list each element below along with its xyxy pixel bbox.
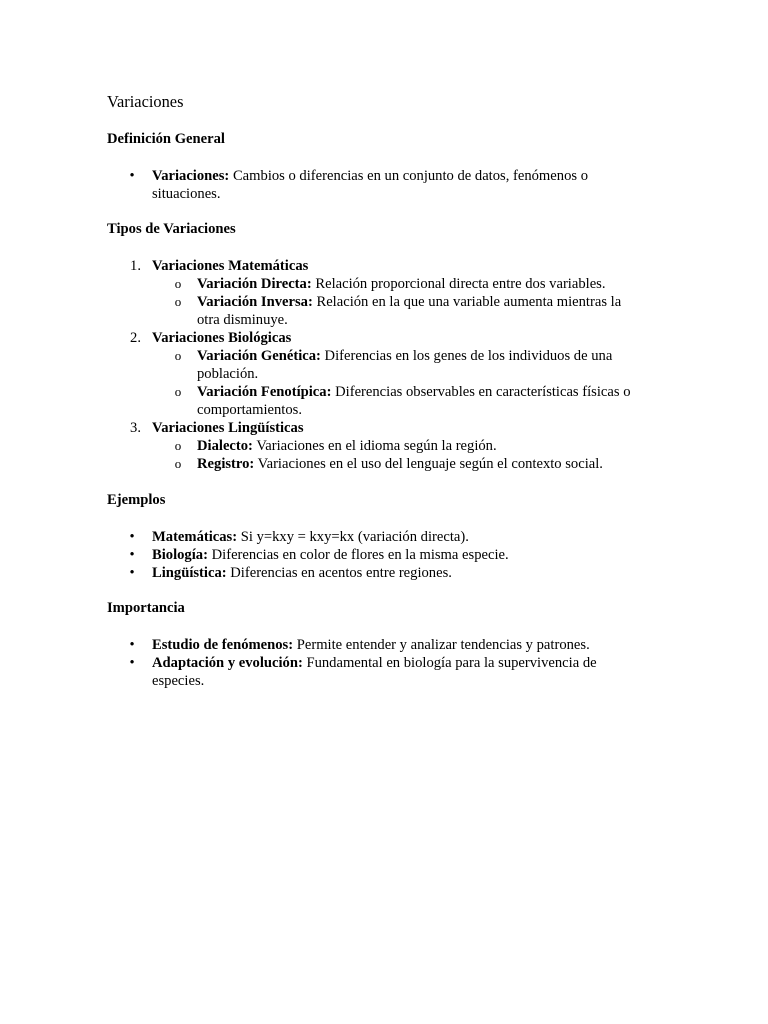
list-item-dialecto bbox=[197, 437, 497, 455]
item-term: Variación Genética: bbox=[197, 348, 321, 364]
item-term: Estudio de fenómenos: bbox=[152, 637, 294, 653]
sub-bullet-icon: o bbox=[174, 384, 182, 399]
item-text: Relación proporcional directa entre dos variables. bbox=[315, 276, 606, 292]
list-number: 1. bbox=[130, 258, 141, 274]
item-text: Relación en la que una variable aumenta mientras la bbox=[316, 294, 622, 310]
list-item-estudio-fenomenos bbox=[152, 636, 590, 654]
item-term: Variación Directa: bbox=[197, 276, 312, 292]
item-text-continuation: otra disminuye. bbox=[197, 312, 288, 328]
list-item-registro bbox=[197, 455, 603, 473]
sub-bullet-icon: o bbox=[174, 294, 182, 309]
section-heading-definicion: Definición General bbox=[107, 131, 225, 147]
item-text: Diferencias observables en características físicas o bbox=[335, 384, 631, 400]
item-term: Biología: bbox=[152, 547, 208, 563]
item-text-continuation: población. bbox=[197, 366, 259, 382]
item-term: Lingüística: bbox=[152, 565, 227, 581]
list-item-variacion-fenotipica bbox=[197, 383, 631, 401]
sub-bullet-icon: o bbox=[174, 348, 182, 363]
item-text: Variaciones en el idioma según la región. bbox=[256, 438, 497, 454]
list-number: 3. bbox=[130, 420, 141, 436]
bullet-icon: • bbox=[129, 565, 135, 581]
item-term: Variación Fenotípica: bbox=[197, 384, 332, 400]
item-term: Dialecto: bbox=[197, 438, 253, 454]
group-label-matematicas: Variaciones Matemáticas bbox=[152, 258, 309, 274]
section-heading-tipos: Tipos de Variaciones bbox=[107, 221, 236, 237]
bullet-icon: • bbox=[129, 655, 135, 671]
list-item-variacion-genetica bbox=[197, 347, 612, 365]
group-label-linguisticas: Variaciones Lingüísticas bbox=[152, 420, 304, 436]
sub-bullet-icon: o bbox=[174, 456, 182, 471]
section-heading-importancia: Importancia bbox=[107, 600, 185, 616]
document-title: Variaciones bbox=[107, 92, 184, 111]
item-text: Fundamental en biología para la supervivencia de bbox=[306, 655, 597, 671]
item-text: Permite entender y analizar tendencias y patrones. bbox=[296, 637, 590, 653]
list-item-variacion-inversa bbox=[197, 293, 621, 311]
bullet-icon: • bbox=[129, 637, 135, 653]
sub-bullet-icon: o bbox=[174, 438, 182, 453]
item-text: Cambios o diferencias en un conjunto de datos, fenómenos o bbox=[232, 168, 588, 184]
item-term: Adaptación y evolución: bbox=[152, 655, 303, 671]
list-item-ejemplo-matematicas bbox=[152, 528, 469, 546]
item-term: Registro: bbox=[197, 456, 255, 472]
group-label-biologicas: Variaciones Biológicas bbox=[152, 330, 292, 346]
item-text: Diferencias en los genes de los individuos de una bbox=[324, 348, 613, 364]
bullet-icon: • bbox=[129, 547, 135, 563]
sub-bullet-icon: o bbox=[174, 276, 182, 291]
item-text: Variaciones en el uso del lenguaje según el contexto social. bbox=[257, 456, 603, 472]
list-item-definicion bbox=[152, 167, 588, 185]
bullet-icon: • bbox=[129, 168, 135, 184]
item-text: Diferencias en acentos entre regiones. bbox=[230, 565, 452, 581]
item-text-continuation: situaciones. bbox=[152, 186, 221, 202]
list-item-variacion-directa bbox=[197, 275, 606, 293]
item-text-continuation: comportamientos. bbox=[197, 402, 302, 418]
list-item-ejemplo-linguistica bbox=[152, 564, 452, 582]
bullet-icon: • bbox=[129, 529, 135, 545]
item-text-continuation: especies. bbox=[152, 673, 205, 689]
list-number: 2. bbox=[130, 330, 141, 346]
item-text: Si y=kxy = kxy=kx (variación directa). bbox=[240, 529, 469, 545]
item-text: Diferencias en color de flores en la misma especie. bbox=[211, 547, 509, 563]
item-term: Variación Inversa: bbox=[197, 294, 313, 310]
list-item-adaptacion-evolucion bbox=[152, 654, 597, 672]
item-term: Matemáticas: bbox=[152, 529, 238, 545]
section-heading-ejemplos: Ejemplos bbox=[107, 492, 166, 508]
item-term: Variaciones: bbox=[152, 168, 230, 184]
list-item-ejemplo-biologia bbox=[152, 546, 509, 564]
